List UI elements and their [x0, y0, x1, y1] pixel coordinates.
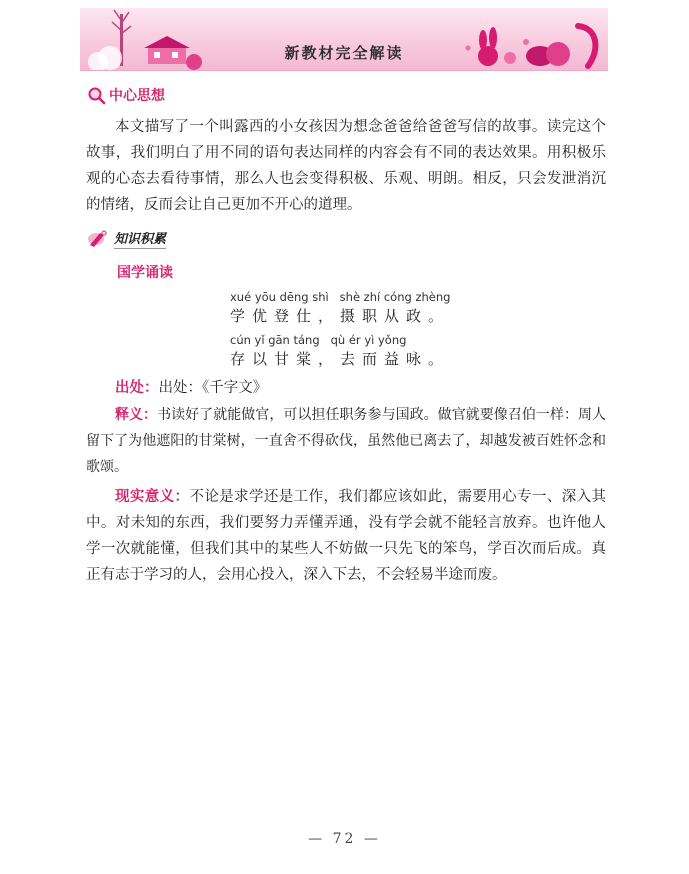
knowledge-label: 知识积累 — [114, 228, 166, 249]
significance-text: 不论是求学还是工作，我们都应该如此，需要用心专一、深入其中。对未知的东西，我们要努力弄懂弄通，没有学会就不能轻言放弃。也许他人学一次就能懂，但我们其中的某些人不妨做一只先飞的笨鸟，学百次而后成。真正有志于学习的人，会用心投入，深入下去，不会轻易半途而废。 — [86, 489, 606, 583]
source-text: 出处：《千字文》 — [158, 380, 268, 396]
significance-label: 现实意义： — [115, 489, 190, 505]
main-idea-heading — [86, 84, 165, 106]
verse2-text: 存以甘棠，去而益咏。 — [230, 350, 451, 368]
verse2-pinyin: cún yǐ gān táng qù ér yì yǒng — [230, 333, 407, 347]
verse1-text: 学优登仕，摄职从政。 — [230, 307, 451, 325]
guoxue-heading: 国学诵读 — [117, 265, 173, 281]
page-number: — 72 — — [308, 831, 381, 847]
knowledge-heading — [86, 226, 166, 250]
main-idea-text: 本文描写了一个叫露西的小女孩因为想念爸爸给爸爸写信的故事。读完这个故事，我们明白了用不同的语句表达同样的内容会有不同的表达效果。用积极乐观的心态去看待事情，那么人也会变得积极、乐观、明朗。相反，只会发泄消沉的情绪，反而会让自己更加不开心的道理。 — [86, 119, 606, 213]
header-banner — [80, 8, 608, 80]
pencil-leaf-icon — [86, 227, 110, 249]
explanation-label: 释义： — [115, 407, 158, 423]
explanation-text: 书读好了就能做官，可以担任职务参与国政。做官就要像召伯一样：周人留下了为他遮阳的甘棠树，一直舍不得砍伐，虽然他已离去了，却越发被百姓怀念和歌颂。 — [86, 407, 607, 475]
source-line — [86, 375, 606, 401]
header-title: 新教材完全解读 — [284, 44, 404, 62]
verse1-pinyin: xué yōu dēng shì shè zhí cóng zhèng — [230, 290, 451, 304]
main-idea-label: 中心思想 — [109, 88, 165, 104]
magnifier-icon — [86, 85, 106, 105]
source-label: 出处： — [115, 380, 159, 396]
significance-paragraph — [86, 484, 606, 588]
banner-stripe — [80, 70, 608, 80]
explanation-paragraph — [86, 402, 606, 480]
